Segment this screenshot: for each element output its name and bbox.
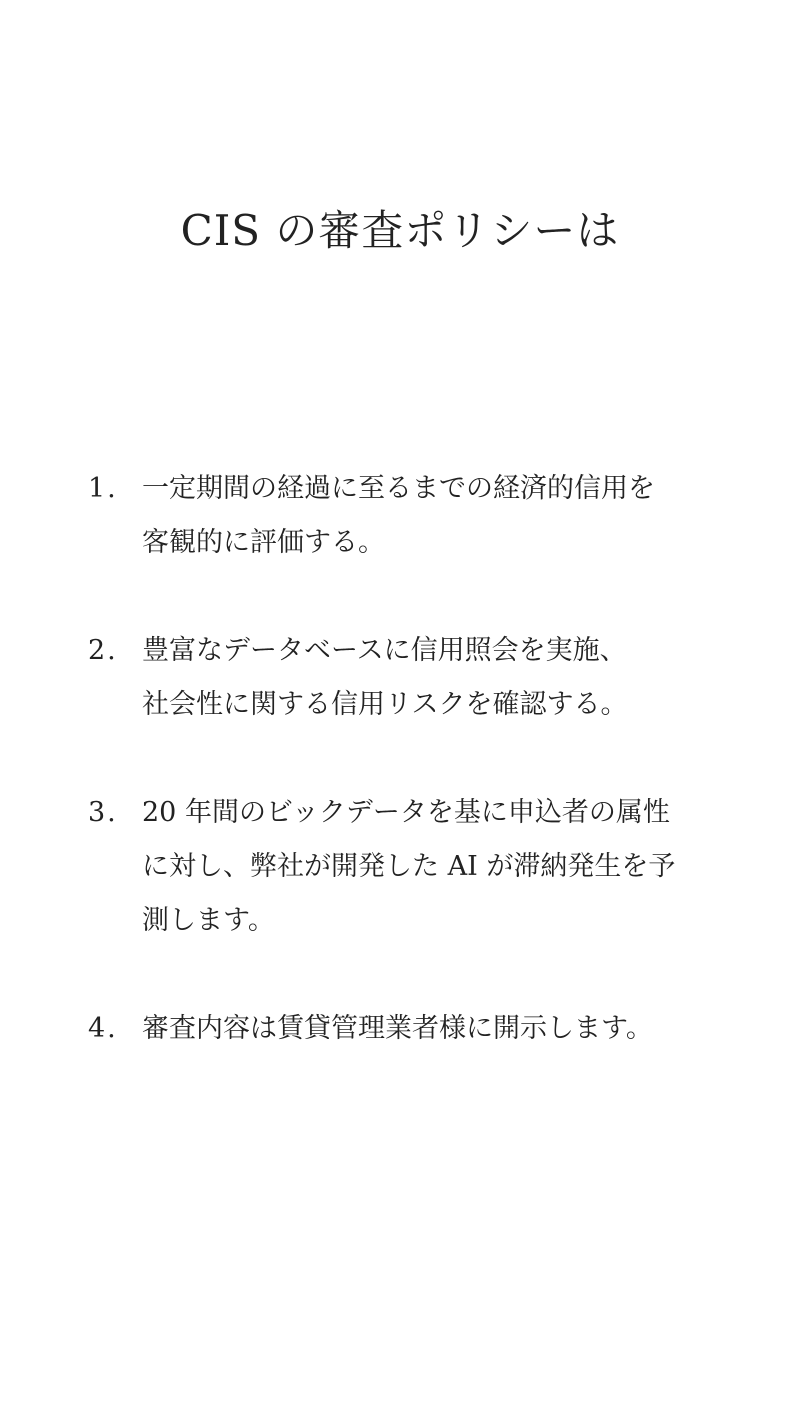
- item-text-line: 一定期間の経過に至るまでの経済的信用を: [142, 473, 655, 504]
- item-number: 4.: [88, 1013, 118, 1044]
- item-text-line: 審査内容は賃貸管理業者様に開示します。: [142, 1013, 653, 1044]
- item-text-line: 客観的に評価する。: [142, 527, 385, 558]
- item-number: 1.: [88, 473, 118, 504]
- page-title: CIS の審査ポリシーは: [180, 206, 620, 255]
- item-text: [142, 462, 728, 570]
- item-text-line: 豊富なデータベースに信用照会を実施、: [142, 635, 627, 666]
- policy-item-3: [88, 786, 728, 948]
- policy-item-2: [88, 624, 728, 732]
- item-text-line: 測します。: [142, 905, 275, 936]
- item-number: 2.: [88, 635, 118, 666]
- item-text-line: 20 年間のビックデータを基に申込者の属性: [142, 797, 670, 828]
- policy-item-1: [88, 462, 728, 570]
- item-text: [142, 1002, 728, 1056]
- item-number: 3.: [88, 797, 118, 828]
- item-text: [142, 624, 728, 732]
- item-text-line: に対し、弊社が開発した AI が滞納発生を予: [142, 851, 676, 882]
- policy-item-4: [88, 1002, 728, 1056]
- item-text-line: 社会性に関する信用リスクを確認する。: [142, 689, 628, 720]
- item-text: [142, 786, 728, 948]
- policy-list: [88, 462, 728, 1110]
